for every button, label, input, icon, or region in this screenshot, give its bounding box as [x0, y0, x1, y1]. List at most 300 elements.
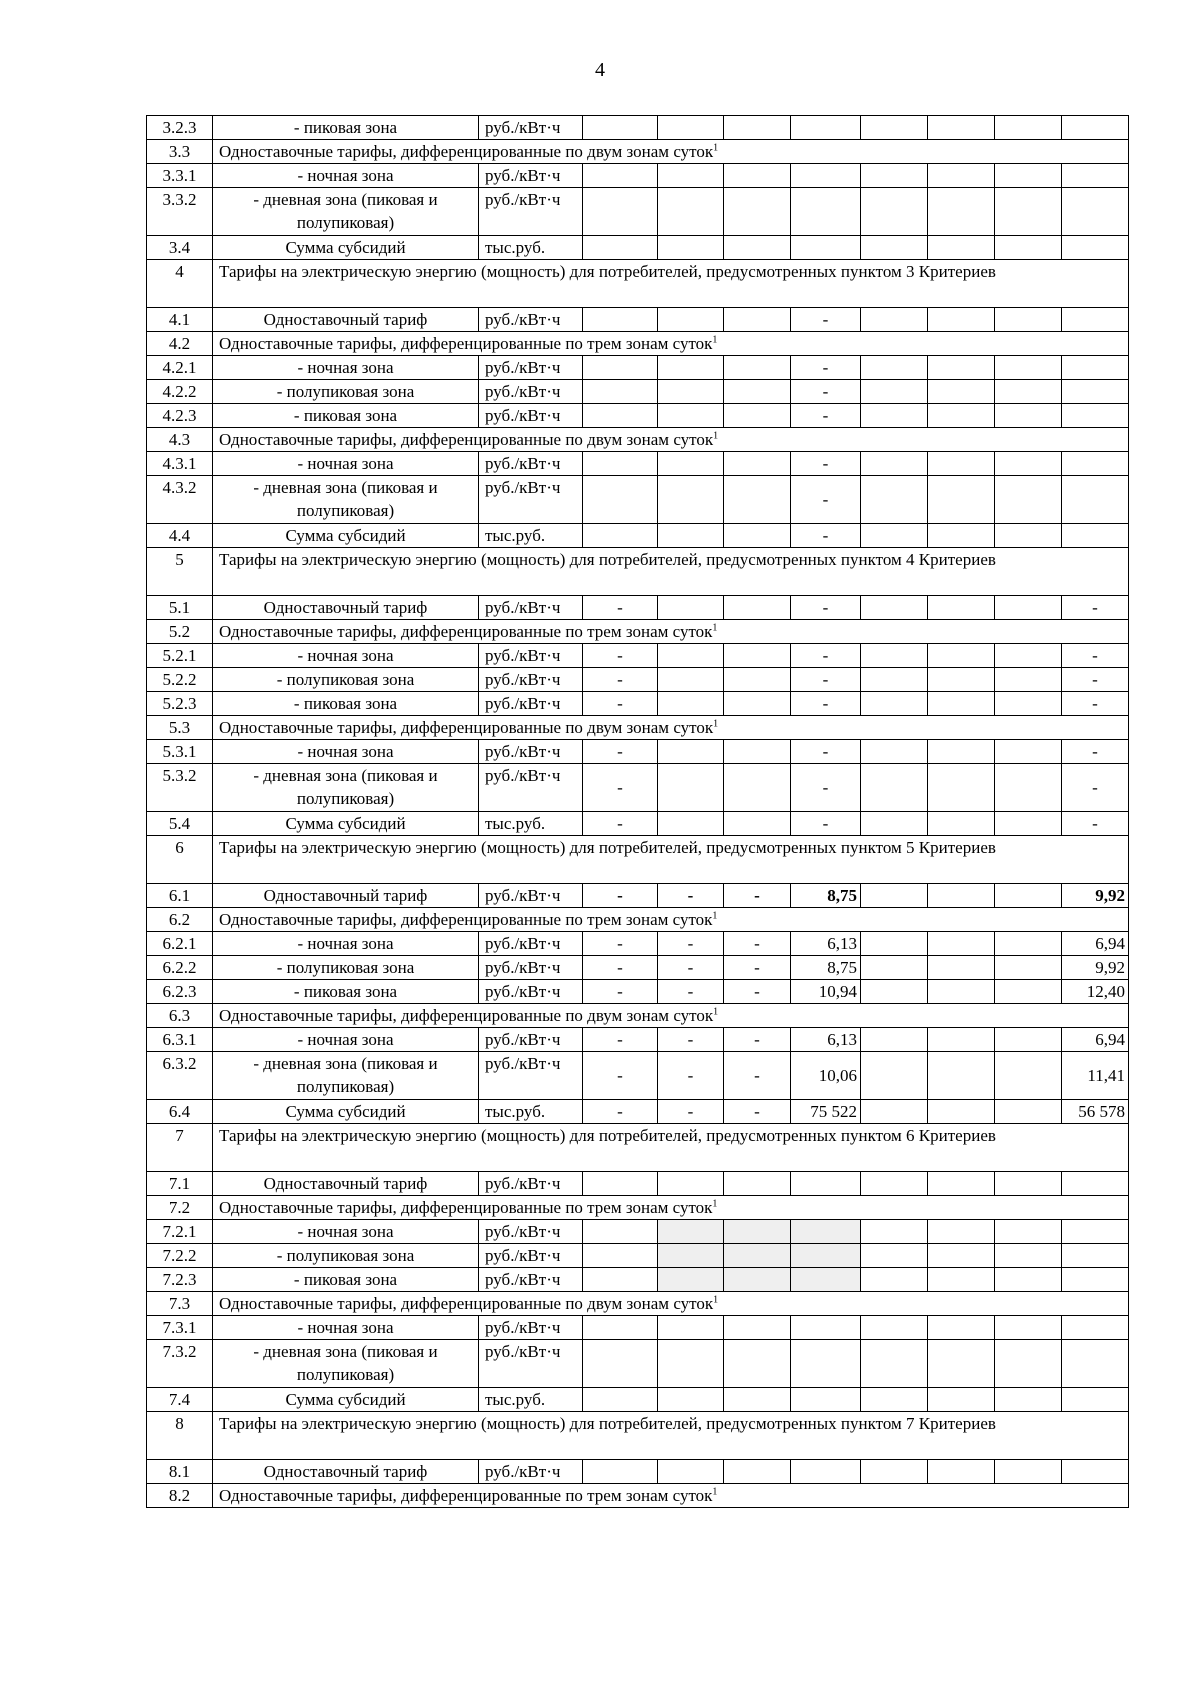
footnote-mark: 1: [713, 142, 719, 154]
value-cell: [791, 1244, 861, 1268]
row-number: 6.3: [147, 1004, 213, 1028]
page-number: 4: [595, 59, 605, 81]
row-name: Одноставочный тариф: [213, 596, 479, 620]
table-row: [147, 1268, 1129, 1292]
value-cell: [583, 188, 658, 236]
value-cell: -: [791, 404, 861, 428]
row-number: 5.4: [147, 812, 213, 836]
value-cell: [995, 692, 1062, 716]
value-cell: [928, 884, 995, 908]
section-row: [147, 140, 1129, 164]
value-cell: [928, 1268, 995, 1292]
value-cell: -: [583, 644, 658, 668]
table-row: [147, 380, 1129, 404]
value-cell: [791, 1340, 861, 1388]
value-cell: -: [583, 932, 658, 956]
section-row: [147, 908, 1129, 932]
value-cell: [861, 644, 928, 668]
value-cell: [583, 116, 658, 140]
row-name: - дневная зона (пиковая и полупиковая): [213, 476, 479, 524]
value-cell: 6,94: [1062, 932, 1129, 956]
value-cell: [995, 308, 1062, 332]
value-cell: [658, 452, 724, 476]
row-unit: руб./кВт·ч: [479, 404, 583, 428]
row-number: 8.2: [147, 1484, 213, 1508]
value-cell: [724, 1388, 791, 1412]
value-cell: [658, 1388, 724, 1412]
value-cell: [995, 452, 1062, 476]
footnote-mark: 1: [713, 718, 719, 730]
row-name: Сумма субсидий: [213, 1100, 479, 1124]
row-number: 5: [147, 548, 213, 596]
value-cell: [928, 644, 995, 668]
value-cell: [1062, 188, 1129, 236]
value-cell: 10,06: [791, 1052, 861, 1100]
value-cell: [658, 668, 724, 692]
value-cell: [861, 980, 928, 1004]
value-cell: -: [658, 884, 724, 908]
row-unit: тыс.руб.: [479, 236, 583, 260]
table-row: [147, 812, 1129, 836]
value-cell: [861, 236, 928, 260]
value-cell: [583, 236, 658, 260]
table-row: [147, 932, 1129, 956]
row-number: 7.3.2: [147, 1340, 213, 1388]
value-cell: -: [658, 1028, 724, 1052]
value-cell: -: [1062, 596, 1129, 620]
value-cell: [724, 764, 791, 812]
row-name: - ночная зона: [213, 644, 479, 668]
value-cell: 6,13: [791, 932, 861, 956]
value-cell: -: [583, 1028, 658, 1052]
value-cell: 9,92: [1062, 956, 1129, 980]
row-unit: руб./кВт·ч: [479, 740, 583, 764]
section-title: [213, 548, 1129, 596]
row-number: 5.3.1: [147, 740, 213, 764]
row-name: - ночная зона: [213, 932, 479, 956]
row-number: 4: [147, 260, 213, 308]
row-name: - пиковая зона: [213, 980, 479, 1004]
section-title-text: Одноставочные тарифы, дифференцированные по трем зонам суток: [219, 622, 713, 641]
value-cell: [791, 1172, 861, 1196]
value-cell: [791, 1460, 861, 1484]
row-number: 7.3.1: [147, 1316, 213, 1340]
value-cell: -: [583, 764, 658, 812]
row-name: - полупиковая зона: [213, 1244, 479, 1268]
section-title: [213, 1412, 1129, 1460]
value-cell: -: [791, 740, 861, 764]
row-name: - дневная зона (пиковая и полупиковая): [213, 1340, 479, 1388]
row-number: 5.2: [147, 620, 213, 644]
row-unit: руб./кВт·ч: [479, 1172, 583, 1196]
table-row: [147, 740, 1129, 764]
row-number: 6.2.3: [147, 980, 213, 1004]
table-row: [147, 644, 1129, 668]
value-cell: [928, 308, 995, 332]
value-cell: [861, 164, 928, 188]
value-cell: [791, 1388, 861, 1412]
value-cell: -: [724, 980, 791, 1004]
row-unit: руб./кВт·ч: [479, 692, 583, 716]
value-cell: -: [658, 932, 724, 956]
section-title: [213, 1484, 1129, 1508]
row-unit: руб./кВт·ч: [479, 980, 583, 1004]
row-number: 7.2.1: [147, 1220, 213, 1244]
row-name: Одноставочный тариф: [213, 1172, 479, 1196]
value-cell: [995, 476, 1062, 524]
value-cell: [928, 1316, 995, 1340]
value-cell: -: [583, 740, 658, 764]
value-cell: [995, 356, 1062, 380]
section-title-text: Тарифы на электрическую энергию (мощность) для потребителей, предусмотренных пунктом 6 Критериев: [219, 1126, 996, 1145]
value-cell: [724, 164, 791, 188]
row-number: 6.2.1: [147, 932, 213, 956]
value-cell: [995, 1268, 1062, 1292]
section-title-text: Одноставочные тарифы, дифференцированные по двум зонам суток: [219, 142, 714, 161]
value-cell: [583, 1244, 658, 1268]
value-cell: [928, 524, 995, 548]
value-cell: [1062, 524, 1129, 548]
section-row: [147, 1292, 1129, 1316]
value-cell: -: [724, 1100, 791, 1124]
value-cell: -: [791, 308, 861, 332]
value-cell: [791, 1316, 861, 1340]
value-cell: -: [583, 596, 658, 620]
row-name: - ночная зона: [213, 164, 479, 188]
value-cell: -: [1062, 812, 1129, 836]
value-cell: [583, 1460, 658, 1484]
value-cell: [861, 812, 928, 836]
table-row: [147, 668, 1129, 692]
section-row: [147, 548, 1129, 596]
row-name: - пиковая зона: [213, 116, 479, 140]
row-unit: руб./кВт·ч: [479, 1220, 583, 1244]
row-number: 7.2.2: [147, 1244, 213, 1268]
value-cell: [861, 452, 928, 476]
value-cell: [658, 1220, 724, 1244]
value-cell: [724, 476, 791, 524]
table-row: [147, 356, 1129, 380]
section-title: [213, 1004, 1129, 1028]
value-cell: [928, 1172, 995, 1196]
row-number: 3.3.2: [147, 188, 213, 236]
value-cell: [583, 452, 658, 476]
value-cell: [658, 596, 724, 620]
value-cell: [1062, 1316, 1129, 1340]
row-name: - полупиковая зона: [213, 956, 479, 980]
value-cell: [995, 1244, 1062, 1268]
value-cell: [861, 1244, 928, 1268]
row-number: 4.3.2: [147, 476, 213, 524]
value-cell: -: [583, 884, 658, 908]
footnote-mark: 1: [712, 1198, 718, 1210]
table-row: [147, 956, 1129, 980]
row-number: 4.3: [147, 428, 213, 452]
value-cell: [928, 236, 995, 260]
table-row: [147, 1340, 1129, 1388]
row-name: - дневная зона (пиковая и полупиковая): [213, 1052, 479, 1100]
row-number: 4.4: [147, 524, 213, 548]
value-cell: [861, 380, 928, 404]
tariff-table: [146, 115, 1129, 1508]
value-cell: -: [1062, 668, 1129, 692]
value-cell: [658, 1340, 724, 1388]
value-cell: [724, 644, 791, 668]
table-row: [147, 692, 1129, 716]
row-number: 7: [147, 1124, 213, 1172]
row-name: Сумма субсидий: [213, 236, 479, 260]
value-cell: -: [791, 644, 861, 668]
value-cell: [724, 356, 791, 380]
value-cell: -: [658, 956, 724, 980]
value-cell: 10,94: [791, 980, 861, 1004]
row-unit: руб./кВт·ч: [479, 452, 583, 476]
row-unit: руб./кВт·ч: [479, 476, 583, 524]
value-cell: -: [583, 956, 658, 980]
value-cell: -: [724, 1028, 791, 1052]
row-unit: руб./кВт·ч: [479, 1268, 583, 1292]
value-cell: [995, 236, 1062, 260]
value-cell: -: [658, 1052, 724, 1100]
value-cell: [658, 164, 724, 188]
value-cell: [1062, 308, 1129, 332]
row-number: 5.2.3: [147, 692, 213, 716]
value-cell: -: [583, 1052, 658, 1100]
row-name: Сумма субсидий: [213, 524, 479, 548]
value-cell: [928, 164, 995, 188]
row-name: Одноставочный тариф: [213, 884, 479, 908]
value-cell: -: [1062, 740, 1129, 764]
value-cell: [724, 524, 791, 548]
section-title: [213, 428, 1129, 452]
value-cell: [995, 932, 1062, 956]
row-number: 4.1: [147, 308, 213, 332]
table-row: [147, 1220, 1129, 1244]
row-number: 3.4: [147, 236, 213, 260]
row-number: 4.2.3: [147, 404, 213, 428]
row-unit: руб./кВт·ч: [479, 188, 583, 236]
value-cell: [1062, 116, 1129, 140]
row-number: 3.2.3: [147, 116, 213, 140]
row-unit: руб./кВт·ч: [479, 884, 583, 908]
value-cell: [861, 1388, 928, 1412]
value-cell: [1062, 404, 1129, 428]
value-cell: [995, 1340, 1062, 1388]
row-unit: руб./кВт·ч: [479, 668, 583, 692]
row-number: 4.2.2: [147, 380, 213, 404]
value-cell: [861, 932, 928, 956]
row-unit: руб./кВт·ч: [479, 1460, 583, 1484]
table-body: [147, 116, 1129, 1508]
value-cell: [861, 1052, 928, 1100]
value-cell: [928, 380, 995, 404]
row-name: - ночная зона: [213, 452, 479, 476]
footnote-mark: 1: [712, 910, 718, 922]
value-cell: [791, 188, 861, 236]
row-name: - дневная зона (пиковая и полупиковая): [213, 764, 479, 812]
value-cell: [583, 1220, 658, 1244]
footnote-mark: 1: [712, 1486, 718, 1498]
value-cell: [928, 1052, 995, 1100]
row-unit: руб./кВт·ч: [479, 644, 583, 668]
section-title-text: Тарифы на электрическую энергию (мощность) для потребителей, предусмотренных пунктом 7 Критериев: [219, 1414, 996, 1433]
table-row: [147, 1172, 1129, 1196]
table-row: [147, 116, 1129, 140]
value-cell: [928, 980, 995, 1004]
value-cell: [995, 884, 1062, 908]
value-cell: [1062, 1460, 1129, 1484]
table-row: [147, 884, 1129, 908]
value-cell: [791, 116, 861, 140]
row-name: - полупиковая зона: [213, 380, 479, 404]
table-row: [147, 236, 1129, 260]
section-title-text: Тарифы на электрическую энергию (мощность) для потребителей, предусмотренных пунктом 3 Критериев: [219, 262, 996, 281]
row-unit: тыс.руб.: [479, 1100, 583, 1124]
table-row: [147, 1100, 1129, 1124]
row-unit: руб./кВт·ч: [479, 164, 583, 188]
value-cell: [861, 308, 928, 332]
value-cell: -: [724, 956, 791, 980]
value-cell: [928, 1028, 995, 1052]
row-unit: руб./кВт·ч: [479, 356, 583, 380]
value-cell: [583, 164, 658, 188]
value-cell: -: [583, 980, 658, 1004]
value-cell: 12,40: [1062, 980, 1129, 1004]
value-cell: [861, 668, 928, 692]
row-unit: тыс.руб.: [479, 524, 583, 548]
row-unit: руб./кВт·ч: [479, 1052, 583, 1100]
row-number: 5.2.1: [147, 644, 213, 668]
value-cell: [724, 1316, 791, 1340]
value-cell: 6,94: [1062, 1028, 1129, 1052]
value-cell: [724, 1340, 791, 1388]
value-cell: 8,75: [791, 884, 861, 908]
value-cell: [861, 1340, 928, 1388]
value-cell: [861, 1220, 928, 1244]
section-title-text: Одноставочные тарифы, дифференцированные по трем зонам суток: [219, 1486, 713, 1505]
row-name: Одноставочный тариф: [213, 1460, 479, 1484]
row-number: 5.3: [147, 716, 213, 740]
value-cell: [928, 404, 995, 428]
row-unit: руб./кВт·ч: [479, 956, 583, 980]
value-cell: [995, 1028, 1062, 1052]
section-row: [147, 332, 1129, 356]
value-cell: [995, 956, 1062, 980]
value-cell: -: [658, 1100, 724, 1124]
section-row: [147, 428, 1129, 452]
value-cell: [928, 692, 995, 716]
row-number: 6.2: [147, 908, 213, 932]
value-cell: [1062, 164, 1129, 188]
value-cell: 9,92: [1062, 884, 1129, 908]
value-cell: [724, 380, 791, 404]
value-cell: [791, 1220, 861, 1244]
value-cell: [861, 1100, 928, 1124]
row-number: 7.2: [147, 1196, 213, 1220]
section-row: [147, 716, 1129, 740]
value-cell: -: [583, 668, 658, 692]
value-cell: [861, 1028, 928, 1052]
value-cell: 8,75: [791, 956, 861, 980]
row-unit: руб./кВт·ч: [479, 596, 583, 620]
row-name: - ночная зона: [213, 740, 479, 764]
section-title: [213, 1196, 1129, 1220]
value-cell: [995, 1460, 1062, 1484]
value-cell: [1062, 1172, 1129, 1196]
value-cell: -: [1062, 644, 1129, 668]
row-number: 7.3: [147, 1292, 213, 1316]
value-cell: [995, 1388, 1062, 1412]
value-cell: [583, 1268, 658, 1292]
row-number: 7.1: [147, 1172, 213, 1196]
row-unit: руб./кВт·ч: [479, 116, 583, 140]
table-row: [147, 1316, 1129, 1340]
value-cell: -: [658, 980, 724, 1004]
value-cell: [658, 188, 724, 236]
value-cell: [658, 308, 724, 332]
value-cell: [861, 1172, 928, 1196]
table-row: [147, 164, 1129, 188]
value-cell: [791, 164, 861, 188]
value-cell: [1062, 1244, 1129, 1268]
value-cell: 75 522: [791, 1100, 861, 1124]
row-number: 6.2.2: [147, 956, 213, 980]
value-cell: [928, 1220, 995, 1244]
value-cell: [724, 236, 791, 260]
value-cell: [861, 956, 928, 980]
value-cell: [1062, 1340, 1129, 1388]
section-title: [213, 836, 1129, 884]
table-row: [147, 404, 1129, 428]
section-row: [147, 1412, 1129, 1460]
value-cell: [1062, 1220, 1129, 1244]
value-cell: [995, 164, 1062, 188]
value-cell: [658, 1244, 724, 1268]
value-cell: -: [1062, 764, 1129, 812]
value-cell: [928, 356, 995, 380]
value-cell: [995, 1100, 1062, 1124]
value-cell: -: [724, 884, 791, 908]
table-row: [147, 452, 1129, 476]
value-cell: [724, 1172, 791, 1196]
value-cell: [791, 236, 861, 260]
value-cell: -: [583, 692, 658, 716]
row-unit: руб./кВт·ч: [479, 308, 583, 332]
value-cell: [995, 596, 1062, 620]
value-cell: [995, 644, 1062, 668]
section-title: [213, 716, 1129, 740]
value-cell: [583, 308, 658, 332]
value-cell: -: [791, 524, 861, 548]
row-name: Одноставочный тариф: [213, 308, 479, 332]
row-name: - пиковая зона: [213, 404, 479, 428]
footnote-mark: 1: [713, 1006, 719, 1018]
value-cell: [995, 812, 1062, 836]
value-cell: [724, 596, 791, 620]
value-cell: [658, 356, 724, 380]
value-cell: [995, 764, 1062, 812]
section-row: [147, 1484, 1129, 1508]
row-number: 8: [147, 1412, 213, 1460]
row-number: 6: [147, 836, 213, 884]
row-number: 6.3.1: [147, 1028, 213, 1052]
value-cell: [928, 1100, 995, 1124]
value-cell: [995, 404, 1062, 428]
value-cell: [928, 740, 995, 764]
value-cell: [1062, 1268, 1129, 1292]
section-title: [213, 1124, 1129, 1172]
table-row: [147, 764, 1129, 812]
